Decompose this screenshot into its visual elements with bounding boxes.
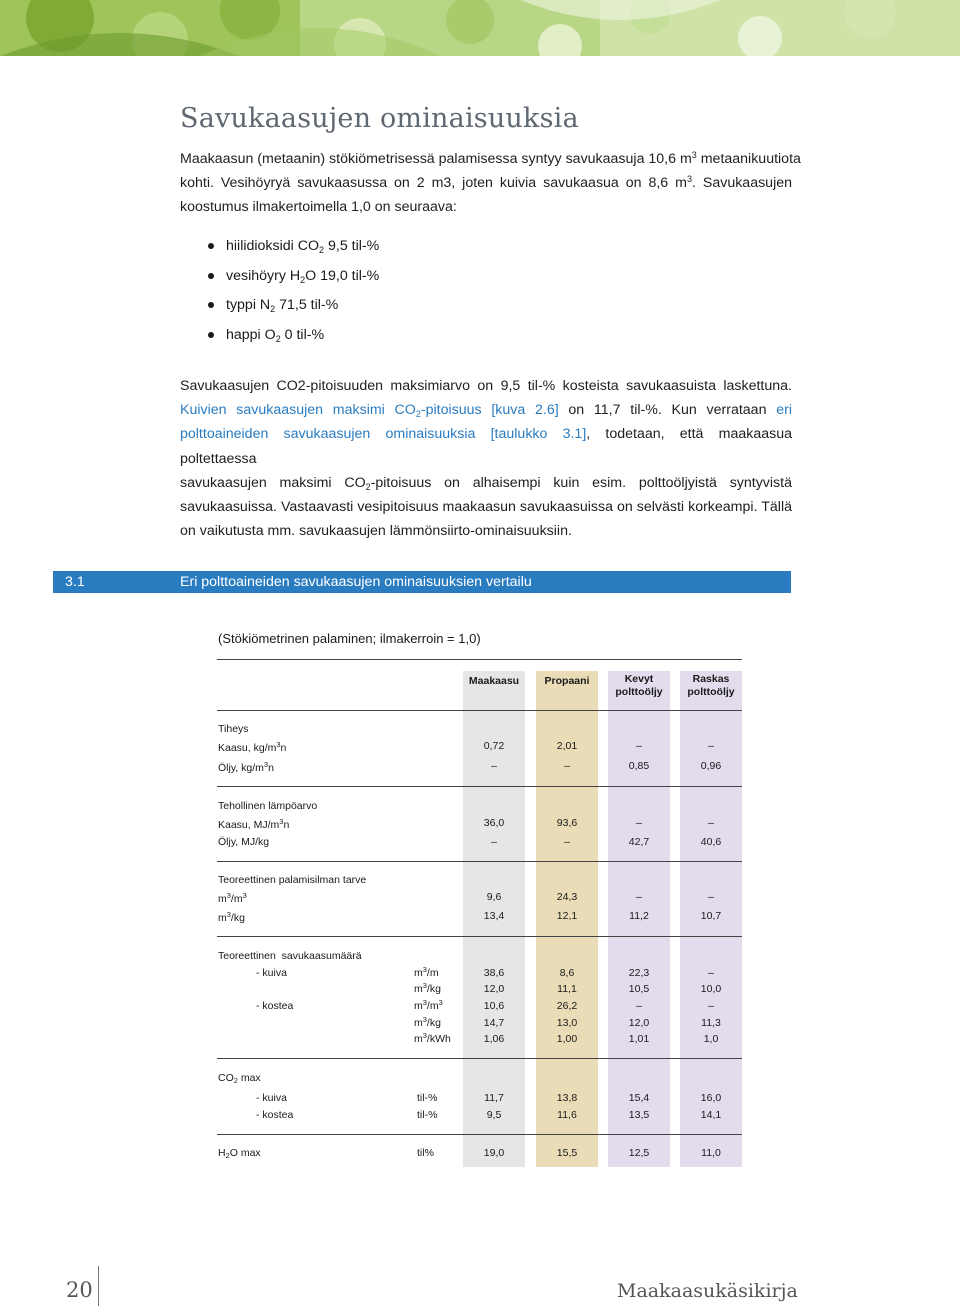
table-cell: 12,0 xyxy=(628,1017,650,1029)
divider xyxy=(217,710,742,711)
header-banner xyxy=(0,0,960,56)
label-text: n xyxy=(280,742,287,754)
header-text: Maakaasu xyxy=(468,675,520,687)
header-text: Kevyt xyxy=(624,673,654,685)
table-cell: 15,5 xyxy=(556,1147,578,1159)
table-cell: 10,0 xyxy=(700,983,722,995)
list-item xyxy=(208,266,379,296)
list-item-text: hiilidioksidi CO xyxy=(226,238,320,254)
table-cell: 38,6 xyxy=(483,967,505,979)
table-cell: 9,5 xyxy=(486,1109,502,1121)
list-item-text: vesihöyry H xyxy=(226,267,301,284)
list-item-text: 71,5 til-% xyxy=(275,297,339,314)
table-cell: 22,3 xyxy=(628,967,650,979)
intro-text: . Savukaasujen xyxy=(691,175,792,192)
table-cell: 11,7 xyxy=(484,1092,504,1104)
table-cell: 13,8 xyxy=(556,1092,578,1104)
table-cell: 9,6 xyxy=(486,891,502,903)
table-link[interactable]: polttoaineiden savukaasujen ominaisuuksia [taulukko 3.1] xyxy=(180,426,587,443)
table-cell: 26,2 xyxy=(556,1000,578,1012)
subscript: 2 xyxy=(270,304,276,315)
unit-label xyxy=(414,1017,441,1030)
table-cell: 0,96 xyxy=(700,760,722,772)
page-title: Savukaasujen ominaisuuksia xyxy=(180,103,579,134)
table-cell: 11,6 xyxy=(557,1109,577,1121)
divider xyxy=(217,1134,742,1135)
table-cell: 19,0 xyxy=(483,1147,505,1159)
superscript: 3 xyxy=(276,740,281,749)
body-text: , todetaan, että maakaasua poltettaessa xyxy=(180,426,792,467)
column-header xyxy=(608,673,670,699)
header-text: polttoöljy xyxy=(687,686,735,698)
label-text: m xyxy=(414,1000,423,1012)
table-cell: – xyxy=(708,967,714,979)
superscript: 3 xyxy=(438,998,443,1007)
table-cell: 10,5 xyxy=(628,983,650,995)
row-label xyxy=(218,893,247,906)
table-cell: 1,00 xyxy=(556,1033,578,1045)
column-header xyxy=(536,675,598,688)
table-cell: 8,6 xyxy=(559,967,575,979)
link-text: Kuivien savukaasujen maksimi CO xyxy=(180,402,416,419)
table-cell: 15,4 xyxy=(628,1092,650,1104)
group-title: Tehollinen lämpöarvo xyxy=(218,800,318,812)
table-cell: 12,0 xyxy=(483,983,505,995)
list-item xyxy=(208,325,379,355)
divider xyxy=(217,1058,742,1059)
table-cell: – xyxy=(708,891,714,903)
table-cell: 2,01 xyxy=(556,740,578,752)
table-cell: 0,72 xyxy=(483,740,505,752)
label-text: /m xyxy=(230,893,243,905)
table-cell: 12,5 xyxy=(628,1147,650,1159)
list-item xyxy=(208,295,379,325)
intro-line-1 xyxy=(180,147,801,171)
table-cell: 40,6 xyxy=(700,836,722,848)
table-cell: 0,85 xyxy=(628,760,650,772)
label-text: /kg xyxy=(426,1017,441,1029)
link-text: -pitoisuus [kuva 2.6] xyxy=(420,402,559,419)
label-text: /m xyxy=(426,967,439,979)
table-cell: 12,1 xyxy=(556,910,578,922)
divider xyxy=(217,936,742,937)
table-cell: 1,0 xyxy=(703,1033,719,1045)
divider xyxy=(98,1266,99,1306)
body-line-4 xyxy=(180,471,792,495)
body-paragraph xyxy=(180,374,792,543)
row-label xyxy=(218,742,286,755)
intro-line-2 xyxy=(180,171,792,195)
label-text: m xyxy=(414,983,423,995)
label-text: m xyxy=(414,1017,423,1029)
superscript: 3 xyxy=(422,998,427,1007)
table-cell: – xyxy=(491,760,497,772)
table-cell: 10,7 xyxy=(700,910,722,922)
subscript: 2 xyxy=(319,245,325,255)
table-cell: – xyxy=(636,1000,642,1012)
superscript: 3 xyxy=(279,817,284,826)
row-label: - kuiva xyxy=(256,1092,287,1104)
body-text: -pitoisuus on alhaisempi kuin esim. polttoöljyistä syntyvistä xyxy=(370,474,792,491)
group-title xyxy=(218,1072,261,1085)
unit-label: til% xyxy=(417,1147,434,1159)
table-cell: 10,6 xyxy=(483,1000,505,1012)
superscript: 3 xyxy=(422,1015,427,1024)
table-cell: – xyxy=(491,836,497,848)
table-cell: 11,0 xyxy=(701,1147,721,1159)
list-item-text: happi O xyxy=(226,326,276,343)
section-title: Eri polttoaineiden savukaasujen ominaisuuksien vertailu xyxy=(180,574,532,590)
column-header xyxy=(463,675,525,688)
divider xyxy=(217,861,742,862)
row-label xyxy=(218,762,274,775)
unit-label: til-% xyxy=(417,1092,438,1104)
table-cell: – xyxy=(636,891,642,903)
unit-label xyxy=(414,1000,443,1013)
table-cell: 24,3 xyxy=(556,891,578,903)
label-text: CO xyxy=(218,1072,234,1084)
intro-text: Maakaasun (metaanin) stökiömetrisessä palamisessa syntyy savukaasuja 10,6 m xyxy=(180,151,692,167)
group-title: Tiheys xyxy=(218,723,249,735)
subscript: 2 xyxy=(300,274,306,285)
table-cell: 93,6 xyxy=(556,817,578,829)
label-text: H xyxy=(218,1147,226,1159)
label-text: n xyxy=(283,819,290,831)
superscript: 3 xyxy=(242,891,247,900)
body-text: on 11,7 til-%. Kun verrataan xyxy=(558,402,777,419)
list-item-text: typpi N xyxy=(226,297,271,314)
unit-label: til-% xyxy=(417,1109,438,1121)
table-cell: 11,1 xyxy=(557,983,577,995)
table-cell: 13,4 xyxy=(483,910,505,922)
table-section-header xyxy=(53,571,791,593)
table-cell: – xyxy=(636,740,642,752)
table-cell: 1,01 xyxy=(628,1033,650,1045)
row-label: - kuiva xyxy=(256,967,287,979)
composition-list xyxy=(208,236,379,354)
table-cell: 13,0 xyxy=(556,1017,578,1029)
subscript: 2 xyxy=(225,1151,230,1160)
superscript: 3 xyxy=(691,150,697,160)
table-cell: 1,06 xyxy=(483,1033,505,1045)
table-cell: – xyxy=(564,836,570,848)
label-text: Öljy, kg/m xyxy=(218,762,264,774)
intro-text: metaanikuutiota xyxy=(696,151,801,167)
label-text: m xyxy=(414,967,423,979)
superscript: 3 xyxy=(226,910,231,919)
label-text: /m xyxy=(426,1000,439,1012)
body-text: savukaasujen maksimi CO xyxy=(180,474,366,491)
subscript: 2 xyxy=(415,409,421,420)
group-title: Teoreettinen palamisilman tarve xyxy=(218,874,367,886)
superscript: 3 xyxy=(686,174,692,185)
label-text: m xyxy=(218,912,227,924)
label-text: n xyxy=(268,762,274,774)
table-subtitle: (Stökiömetrinen palaminen; ilmakerroin = 1,0) xyxy=(218,631,481,646)
table-cell: 16,0 xyxy=(700,1092,722,1104)
subscript: 2 xyxy=(365,481,371,492)
row-label: - kostea xyxy=(256,1000,294,1012)
table-cell: – xyxy=(564,760,570,772)
header-text: Raskas xyxy=(692,673,730,685)
page-number: 20 xyxy=(66,1278,93,1302)
superscript: 3 xyxy=(226,891,231,900)
table-cell: – xyxy=(708,1000,714,1012)
list-item-text: 9,5 til-% xyxy=(324,238,380,254)
table-cell: 14,1 xyxy=(700,1109,722,1121)
table-cell: 11,2 xyxy=(629,910,649,922)
label-text: Kaasu, MJ/m xyxy=(218,819,280,831)
unit-label xyxy=(414,1033,451,1046)
group-title xyxy=(218,1147,261,1160)
body-line-2 xyxy=(180,398,792,422)
label-text: Kaasu, kg/m xyxy=(218,742,277,754)
subscript: 2 xyxy=(275,333,281,344)
label-text: /kWh xyxy=(426,1033,451,1045)
divider xyxy=(217,786,742,787)
label-text: /kg xyxy=(426,983,441,995)
body-line-5: savukaasuissa. Vastaavasti vesipitoisuus maakaasun savukaasuissa on selvästi korkeampi. Tällä xyxy=(180,499,792,516)
row-label: - kostea xyxy=(256,1109,294,1121)
divider xyxy=(217,659,742,660)
body-line-6: on vaikutusta mm. savukaasujen lämmönsiirto-ominaisuuksiin. xyxy=(180,523,572,540)
column-header xyxy=(680,673,742,699)
superscript: 3 xyxy=(422,981,427,990)
body-line-3 xyxy=(180,422,792,470)
superscript: 3 xyxy=(263,760,269,769)
table-link[interactable]: eri xyxy=(776,402,792,419)
table-cell: 42,7 xyxy=(628,836,650,848)
unit-label xyxy=(414,983,441,996)
superscript: 3 xyxy=(422,1031,427,1040)
unit-label xyxy=(414,967,439,980)
body-line-1: Savukaasujen CO2-pitoisuuden maksimiarvo on 9,5 til-% kosteista savukaasuista laskettuna. xyxy=(180,378,792,394)
table-cell: 13,5 xyxy=(628,1109,650,1121)
list-item xyxy=(208,236,379,266)
label-text: O max xyxy=(229,1147,261,1159)
intro-line-3: koostumus ilmakertoimella 1,0 on seuraava: xyxy=(180,199,457,216)
table-cell: 14,7 xyxy=(483,1017,505,1029)
section-number: 3.1 xyxy=(65,574,85,590)
superscript: 3 xyxy=(422,965,427,974)
header-text: Propaani xyxy=(544,675,590,687)
subscript: 2 xyxy=(233,1076,238,1085)
table-cell: – xyxy=(708,740,714,752)
header-text: polttoöljy xyxy=(615,686,663,698)
label-text: max xyxy=(237,1072,261,1084)
figure-link[interactable] xyxy=(180,402,559,418)
label-text: m xyxy=(414,1033,423,1045)
table-cell: – xyxy=(636,817,642,829)
row-label: Öljy, MJ/kg xyxy=(218,836,270,848)
row-label xyxy=(218,912,245,925)
intro-paragraph xyxy=(180,147,801,220)
group-title: Teoreettinen savukaasumäärä xyxy=(218,950,362,962)
label-text: m xyxy=(218,893,227,905)
table-cell: 11,3 xyxy=(701,1017,721,1029)
list-item-text: O 19,0 til-% xyxy=(305,267,380,284)
table-cell: – xyxy=(708,817,714,829)
label-text: /kg xyxy=(230,912,245,924)
list-item-text: 0 til-% xyxy=(280,326,325,343)
intro-text: kohti. Vesihöyryä savukaasussa on 2 m3, joten kuivia savukaasua on 8,6 m xyxy=(180,175,687,192)
book-title: Maakaasukäsikirja xyxy=(617,1280,798,1302)
row-label xyxy=(218,819,289,832)
table-cell: 36,0 xyxy=(483,817,505,829)
